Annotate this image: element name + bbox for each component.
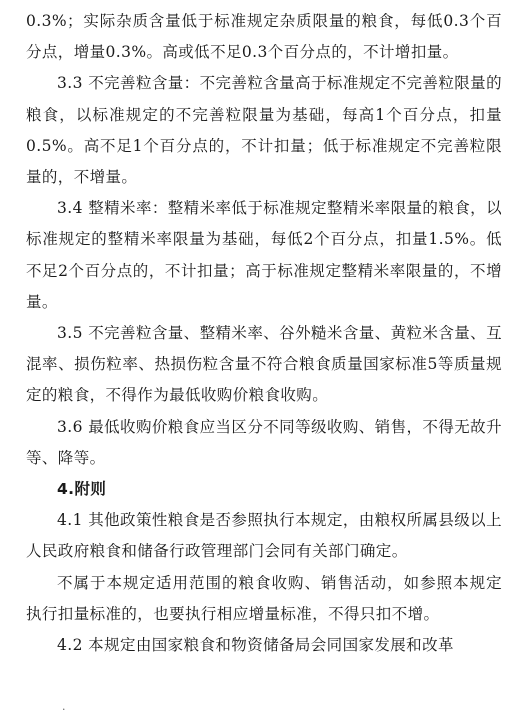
document-body	[26, 6, 502, 661]
paragraph-3-3: 3.3 不完善粒含量：不完善粒含量高于标准规定不完善粒限量的粮食，以标准规定的不完善粒限量为基础，每高1个百分点，扣量0.5%。高不足1个百分点的，不计扣量；低于标准规定不完善粒限量的，不增量。	[26, 74, 502, 187]
page-edge-mark: ·	[62, 703, 66, 716]
paragraph-continuation: 0.3%；实际杂质含量低于标准规定杂质限量的粮食，每低0.3个百分点，增量0.3%。高或低不足0.3个百分点的，不计增扣量。	[26, 12, 502, 62]
section-heading-4: 4.附则	[57, 480, 107, 499]
paragraph-3-4: 3.4 整精米率：整精米率低于标准规定整精米率限量的粮食，以标准规定的整精米率限量为基础，每低2个百分点，扣量1.5%。低不足2个百分点的，不计扣量；高于标准规定整精米率限量的，不增量。	[26, 199, 502, 311]
paragraph-3-6: 3.6 最低收购价粮食应当区分不同等级收购、销售，不得无故升等、降等。	[26, 417, 502, 467]
paragraph-4-2: 4.2 本规定由国家粮食和物资储备局会同国家发展和改革	[57, 636, 454, 655]
paragraph-4-1-extra: 不属于本规定适用范围的粮食收购、销售活动，如参照本规定执行扣量标准的，也要执行相应增量标准，不得只扣不增。	[26, 573, 502, 623]
paragraph-4-1: 4.1 其他政策性粮食是否参照执行本规定，由粮权所属县级以上人民政府粮食和储备行政管理部门会同有关部门确定。	[26, 511, 502, 561]
paragraph-3-5: 3.5 不完善粒含量、整精米率、谷外糙米含量、黄粒米含量、互混率、损伤粒率、热损伤粒含量不符合粮食质量国家标准5等质量规定的粮食，不得作为最低收购价粮食收购。	[26, 324, 502, 405]
